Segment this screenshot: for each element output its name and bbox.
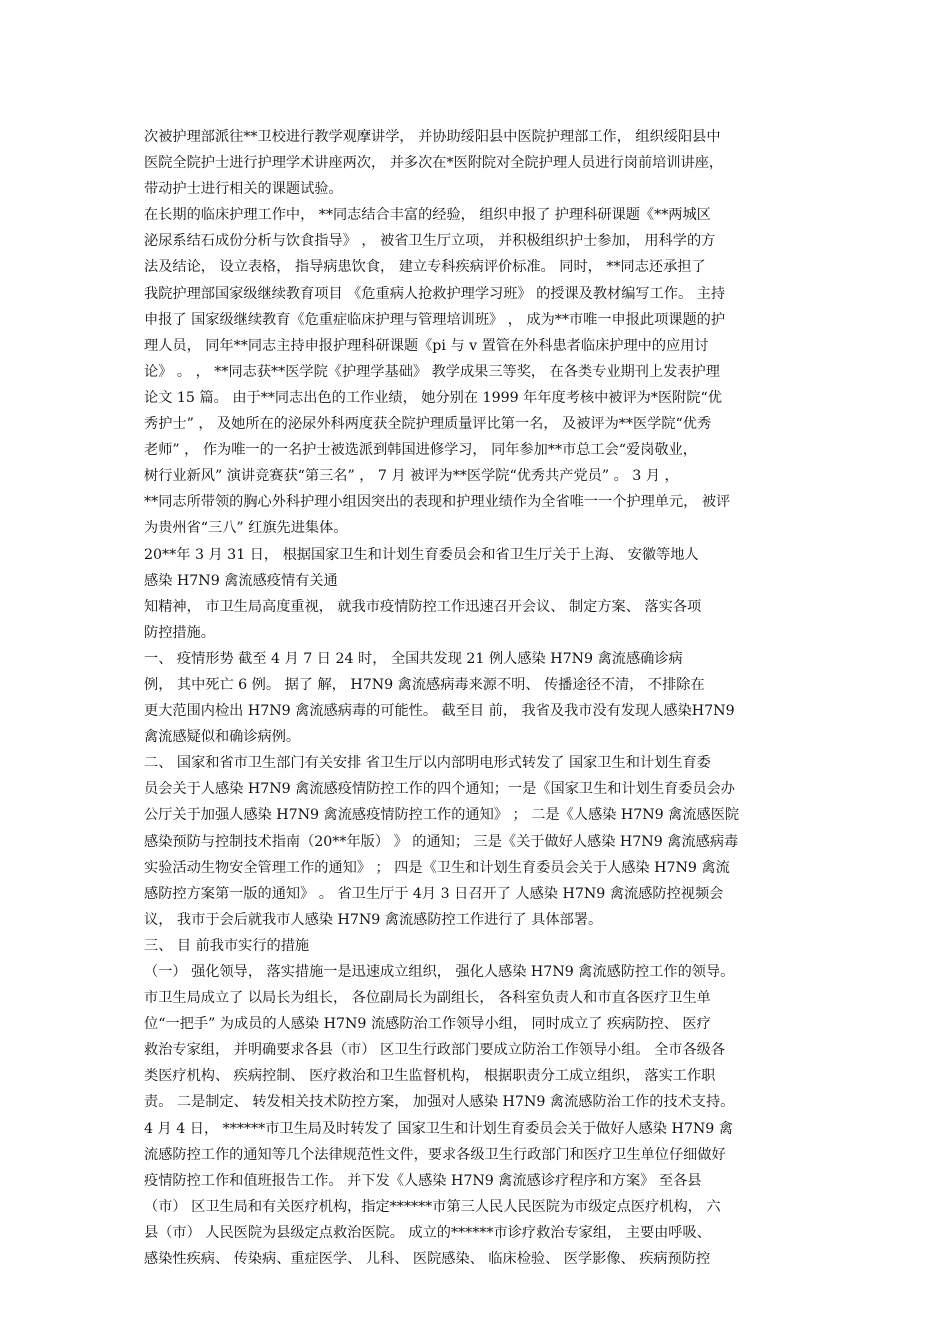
text-line: 救治专家组， 并明确要求各县（市） 区卫生行政部门要成立防治工作领导小组。 全市各级各: [144, 1042, 726, 1059]
text-line: 申报了 国家级继续教育《危重症临床护理与管理培训班》 ， 成为**市唯一申报此项课题的护: [144, 311, 726, 328]
text-line: 泌尿系结石成份分析与饮食指导》 ， 被省卫生厅立项， 并积极组织护士参加， 用科学的方: [144, 233, 716, 250]
text-line: 论文 15 篇。 由于**同志出色的工作业绩， 她分别在 1999 年年度考核中被评为*医附院“优: [144, 389, 722, 406]
text-line: 公厅关于加强人感染 H7N9 禽流感疫情防控工作的通知》 ； 二是《人感染 H7N9 禽流感医院: [144, 807, 740, 824]
text-line: （市） 区卫生局和有关医疗机构，指定******市第三人民人民医院为市级定点医疗机构， 六: [144, 1198, 721, 1215]
text-line: 次被护理部派往**卫校进行教学观摩讲学， 并协助绥阳县中医院护理部工作， 组织绥阳县中: [144, 129, 721, 145]
text-line: 位“一把手” 为成员的人感染 H7N9 流感防治工作领导小组， 同时成立了 疾病防控、 医疗: [144, 1016, 711, 1033]
text-line: 实验活动生物安全管理工作的通知》 ； 四是《卫生和计划生育委员会关于人感染 H7N9 禽流: [144, 859, 730, 876]
text-line: 类医疗机构、 疾病控制、 医疗救治和卫生监督机构， 根据职责分工成立组织， 落实工作职: [144, 1068, 716, 1085]
text-line: 4 月 4 日， ******市卫生局及时转发了 国家卫生和计划生育委员会关于做好人感染 H7N9 禽: [144, 1120, 734, 1137]
text-line: 禽流感疑似和确诊病例。: [144, 729, 301, 746]
text-line: 感染预防与控制技术指南（20**年版） 》 的通知； 三是《关于做好人感染 H7N9 禽流感病毒: [144, 833, 739, 850]
text-line: 我院护理部国家级继续教育项目 《危重病人抢救护理学习班》 的授课及教材编写工作。 主持: [144, 285, 726, 302]
text-line: 一、 疫情形势 截至 4 月 7 日 24 时， 全国共发现 21 例人感染 H7N9 禽流感确诊病: [144, 650, 683, 667]
text-line: 县（市） 人民医院为县级定点救治医院。 成立的******市诊疗救治专家组， 主要由呼吸、: [144, 1224, 711, 1241]
text-line: 感染 H7N9 禽流感疫情有关通: [144, 572, 338, 589]
text-line: （一） 强化领导， 落实措施一是迅速成立组织， 强化人感染 H7N9 禽流感防控工作的领导。: [144, 964, 735, 980]
text-line: 在长期的临床护理工作中， **同志结合丰富的经验， 组织申报了 护理科研课题《**两城区: [144, 207, 711, 224]
text-line: 感染性疾病、 传染病、重症医学、 儿科、 医院感染、 临床检验、 医学影像、 疾病预防控: [144, 1251, 711, 1268]
text-line: 理人员， 同年**同志主持申报护理科研课题《pi 与 v 置管在外科患者临床护理中的应用讨: [144, 337, 709, 354]
text-line: 市卫生局成立了 以局长为组长， 各位副局长为副组长， 各科室负责人和市直各医疗卫生单: [144, 990, 711, 1007]
text-line: 三、 目 前我市实行的措施: [144, 937, 310, 954]
text-line: **同志所带领的胸心外科护理小组因突出的表现和护理业绩作为全省唯一一个护理单元， 被评: [144, 494, 731, 511]
text-line: 树行业新风” 演讲竞赛获“第三名” ， 7 月 被评为**医学院“优秀共产党员” 。 3 月 ，: [144, 468, 679, 485]
text-line: 议， 我市于会后就我市人感染 H7N9 禽流感防控工作进行了 具体部署。: [144, 911, 603, 928]
text-line: 二、 国家和省市卫生部门有关安排 省卫生厅以内部明电形式转发了 国家卫生和计划生育委: [144, 755, 711, 772]
text-line: 带动护士进行相关的课题试验。: [144, 181, 343, 198]
body-text: [144, 124, 834, 1272]
text-line: 员会关于人感染 H7N9 禽流感疫情防控工作的四个通知；一是《国家卫生和计划生育委员会办: [144, 781, 735, 798]
text-line: 为贵州省“三八” 红旗先进集体。: [144, 520, 348, 537]
text-line: 老师” ， 作为唯一的一名护士被选派到韩国进修学习， 同年参加**市总工会“爱岗敬业，: [144, 442, 697, 459]
text-line: 论》 。 ， **同志获**医学院《护理学基础》 教学成果三等奖， 在各类专业期刊上发表护理: [144, 363, 720, 380]
text-line: 知精神， 市卫生局高度重视， 就我市疫情防控工作迅速召开会议、 制定方案、 落实各项: [144, 598, 702, 615]
text-line: 防控措施。: [144, 624, 215, 641]
text-line: 流感防控工作的通知等几个法律规范性文件，要求各级卫生行政部门和医疗卫生单位仔细做好: [144, 1146, 726, 1163]
text-line: 责。 二是制定、 转发相关技术防控方案， 加强对人感染 H7N9 禽流感防治工作的技术支持。: [144, 1094, 735, 1111]
text-line: 感防控方案第一版的通知》 。 省卫生厅于 4月 3 日召开了 人感染 H7N9 禽流感防控视频会: [144, 885, 724, 902]
text-line: 例， 其中死亡 6 例。 据了 解， H7N9 禽流感病毒来源不明、 传播途径不清， 不排除在: [144, 676, 705, 693]
text-line: 秀护士” ， 及她所在的泌尿外科两度获全院护理质量评比第一名， 及被评为**医学院“优秀: [144, 416, 712, 433]
text-line: 更大范围内检出 H7N9 禽流感病毒的可能性。 截至目 前， 我省及我市没有发现人感染H7N9: [144, 703, 735, 720]
text-line: 20**年 3 月 31 日， 根据国家卫生和计划生育委员会和省卫生厅关于上海、 安徽等地人: [144, 546, 699, 563]
text-line: 法及结论， 设立表格， 指导病患饮食， 建立专科疾病评价标准。 同时， **同志还承担了: [144, 259, 706, 276]
text-line: 疫情防控工作和值班报告工作。 并下发《人感染 H7N9 禽流感诊疗程序和方案》 至各县: [144, 1172, 702, 1189]
text-line: 医院全院护士进行护理学术讲座两次， 并多次在*医附院对全院护理人员进行岗前培训讲座，: [144, 155, 724, 172]
